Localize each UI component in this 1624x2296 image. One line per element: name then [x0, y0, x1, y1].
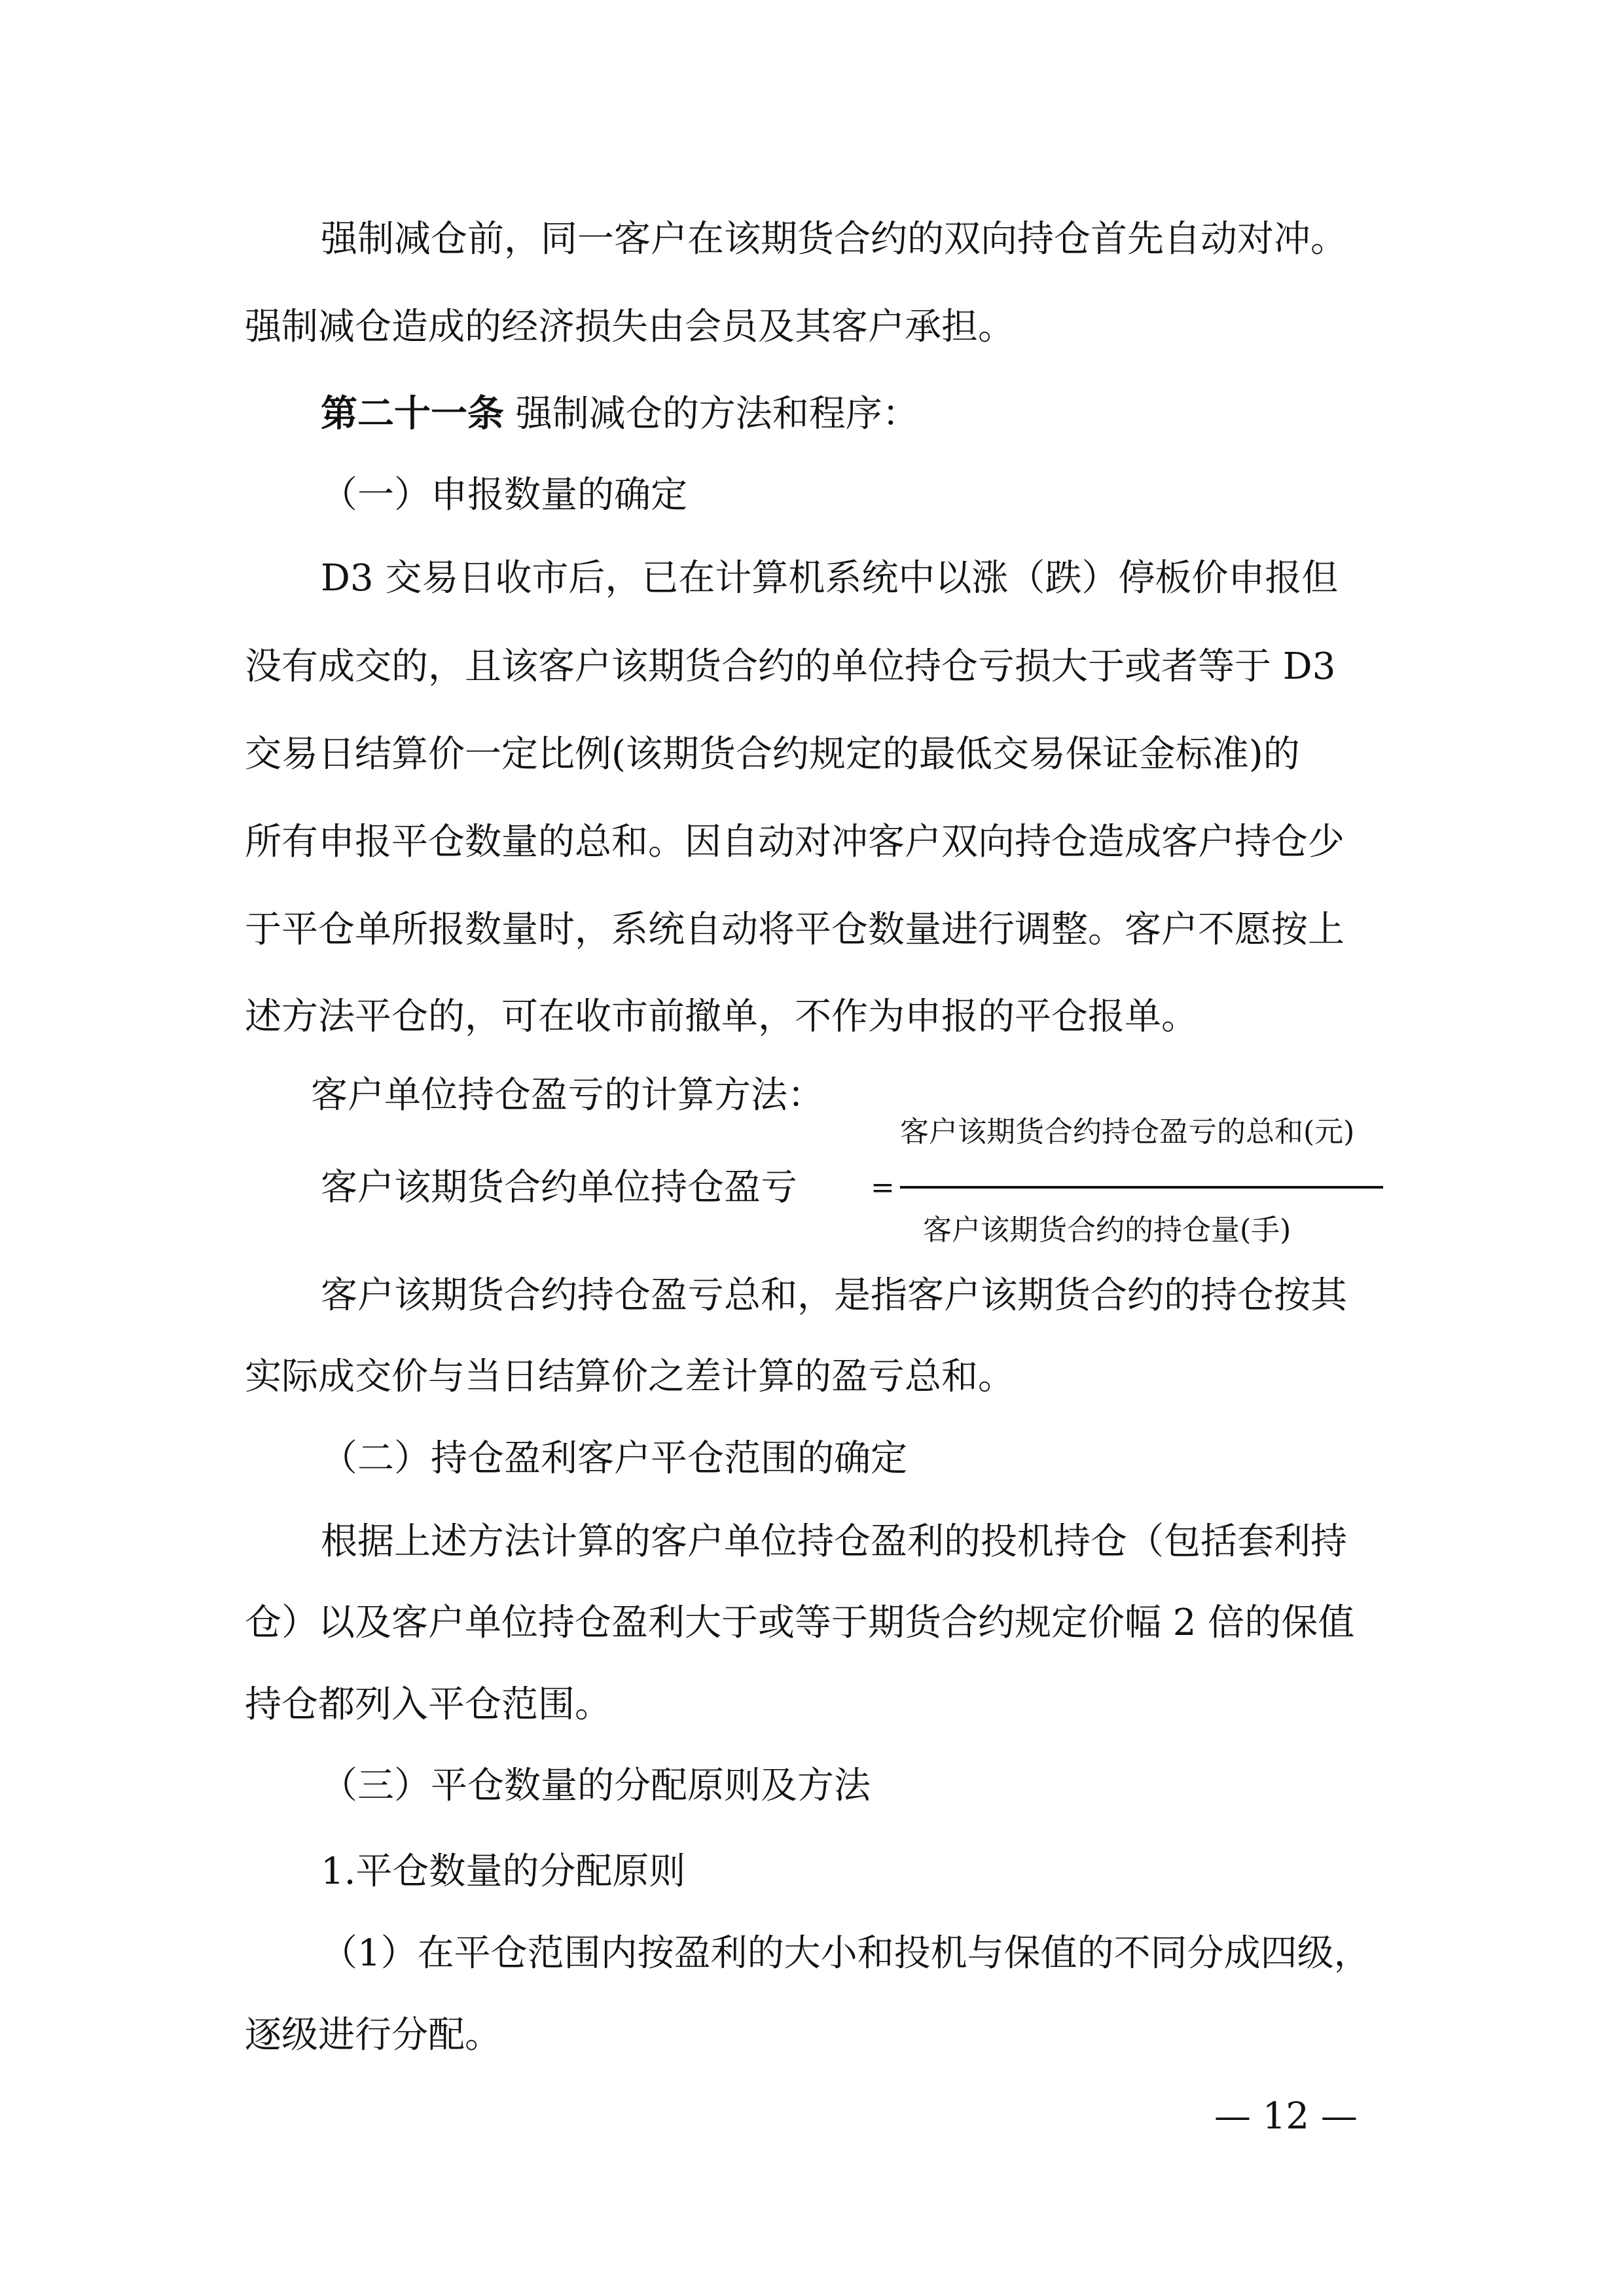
paragraph-line: （1）在平仓范围内按盈利的大小和投机与保值的不同分成四级， [321, 1932, 1371, 1975]
paragraph-line: 所有申报平仓数量的总和。因自动对冲客户双向持仓造成客户持仓少 [245, 821, 1344, 863]
article-text: 强制减仓的方法和程序： [504, 393, 919, 435]
paragraph-line: 强制减仓造成的经济损失由会员及其客户承担。 [245, 306, 1015, 348]
section-heading: （二）持仓盈利客户平仓范围的确定 [321, 1437, 907, 1480]
paragraph-line: 客户该期货合约持仓盈亏总和，是指客户该期货合约的持仓按其 [321, 1274, 1347, 1317]
calculation-intro: 客户单位持仓盈亏的计算方法： [311, 1074, 824, 1117]
paragraph-line: 逐级进行分配。 [245, 2014, 501, 2056]
formula-denominator: 客户该期货合约的持仓量(手) [923, 1213, 1291, 1247]
fraction-bar [900, 1186, 1383, 1189]
paragraph-line: D3 交易日收市后，已在计算机系统中以涨（跌）停板价申报但 [321, 557, 1339, 600]
section-heading: （三）平仓数量的分配原则及方法 [321, 1765, 871, 1807]
paragraph-line: 交易日结算价一定比例(该期货合约规定的最低交易保证金标准)的 [245, 733, 1300, 776]
paragraph-line: 持仓都列入平仓范围。 [245, 1683, 611, 1726]
paragraph-line: 于平仓单所报数量时，系统自动将平仓数量进行调整。客户不愿按上 [245, 908, 1344, 951]
paragraph-line: 述方法平仓的，可在收市前撤单，不作为申报的平仓报单。 [245, 996, 1198, 1038]
formula-numerator: 客户该期货合约持仓盈亏的总和(元) [900, 1115, 1355, 1149]
paragraph-line: 实际成交价与当日结算价之差计算的盈亏总和。 [245, 1355, 1015, 1398]
article-heading [321, 388, 919, 440]
formula-lhs: 客户该期货合约单位持仓盈亏 [321, 1166, 797, 1209]
formula-equals: = [871, 1171, 895, 1204]
article-label: 第二十一条 [321, 393, 504, 435]
paragraph-line: 仓）以及客户单位持仓盈利大于或等于期货合约规定价幅 2 倍的保值 [245, 1602, 1355, 1644]
paragraph-line: 没有成交的，且该客户该期货合约的单位持仓亏损大于或者等于 D3 [245, 645, 1336, 688]
paragraph-line: 根据上述方法计算的客户单位持仓盈利的投机持仓（包括套利持 [321, 1520, 1347, 1563]
section-heading: （一）申报数量的确定 [321, 474, 687, 516]
subsection-heading: 1.平仓数量的分配原则 [321, 1850, 686, 1893]
paragraph-line: 强制减仓前，同一客户在该期货合约的双向持仓首先自动对冲。 [321, 218, 1347, 260]
page-number: — 12 — [1214, 2095, 1358, 2138]
